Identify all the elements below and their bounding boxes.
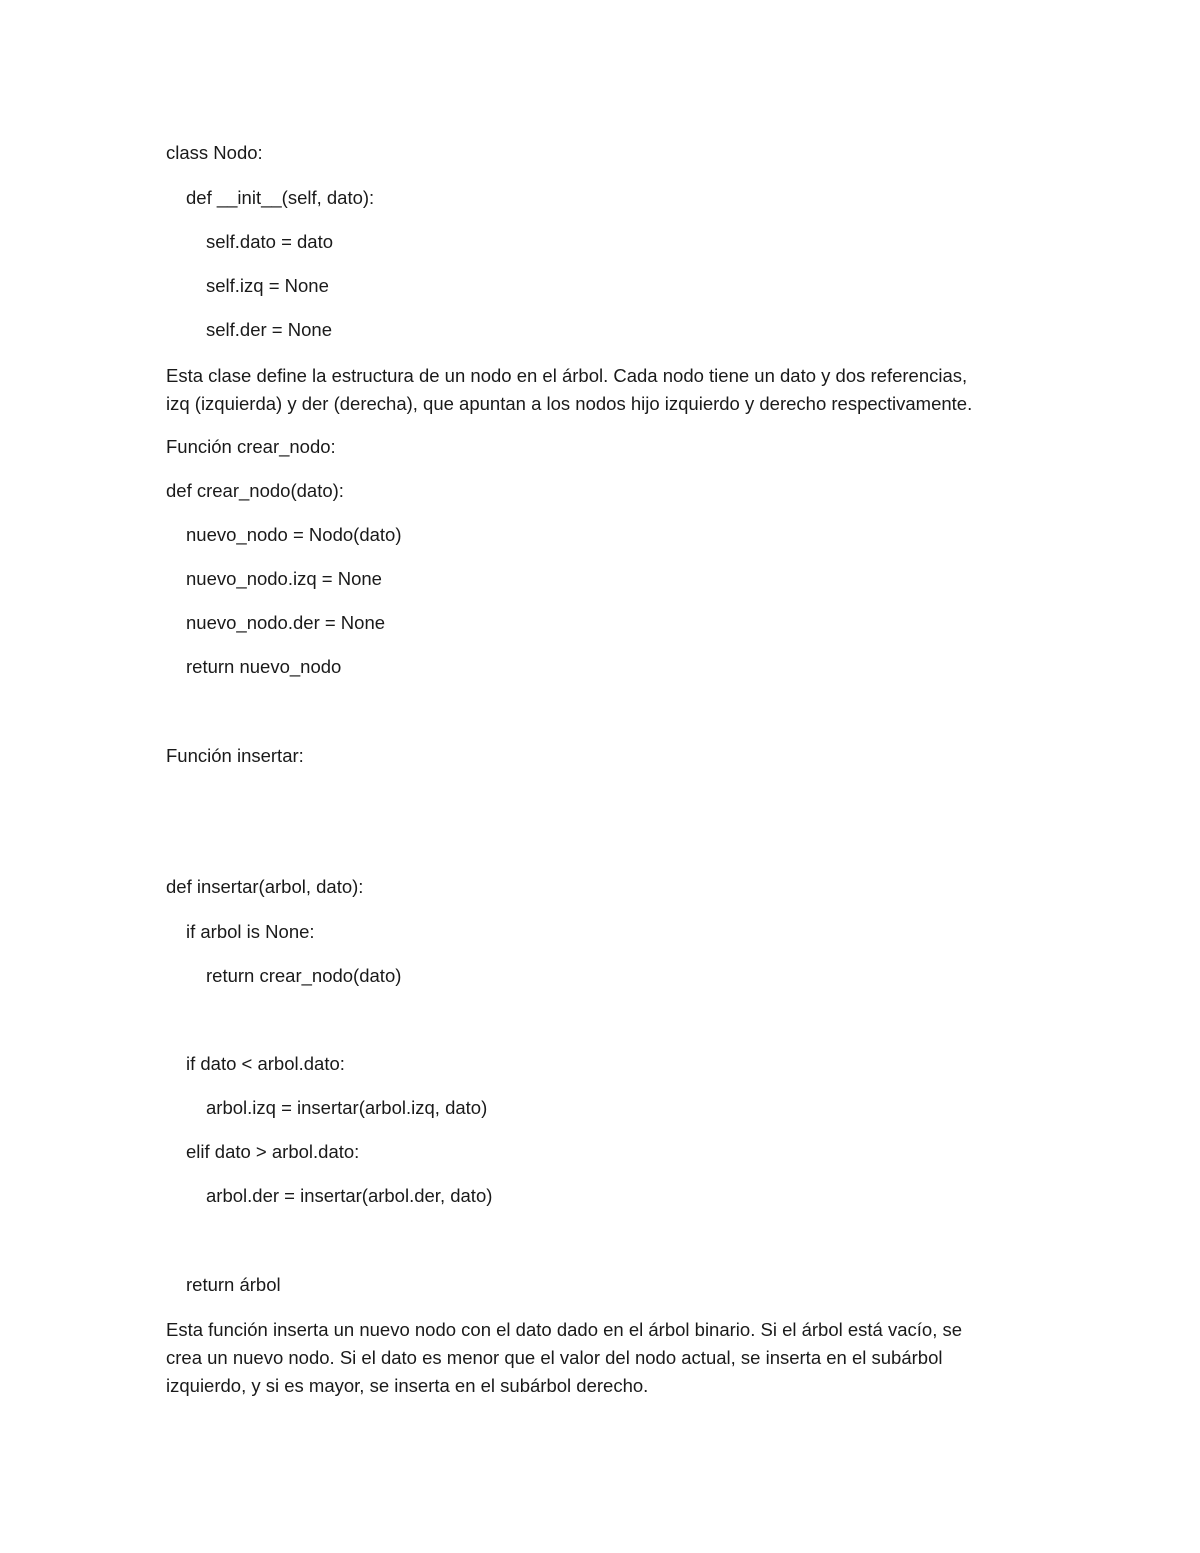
insertar-heading: Función insertar: (166, 745, 304, 766)
return-arbol-line: return árbol (186, 1274, 281, 1295)
assign-dato-line: self.dato = dato (206, 231, 334, 252)
insertar-description-line-1: Esta función inserta un nuevo nodo con el dato dado en el árbol binario. Si el árbol está vacío, se (166, 1319, 963, 1340)
assign-izq-insert-line: arbol.izq = insertar(arbol.izq, dato) (206, 1097, 488, 1118)
insertar-def-line: def insertar(arbol, dato): (166, 876, 364, 897)
class-description-line-2: izq (izquierda) y der (derecha), que apuntan a los nodos hijo izquierdo y derecho respectivamente. (166, 393, 973, 414)
set-der-line: nuevo_nodo.der = None (186, 612, 386, 633)
assign-der-line: self.der = None (206, 319, 332, 340)
insertar-description-line-3: izquierdo, y si es mayor, se inserta en el subárbol derecho. (166, 1375, 649, 1396)
crear-nodo-heading: Función crear_nodo: (166, 436, 336, 457)
assign-der-insert-line: arbol.der = insertar(arbol.der, dato) (206, 1185, 493, 1206)
return-nuevo-nodo-line: return nuevo_nodo (186, 656, 342, 677)
new-node-line: nuevo_nodo = Nodo(dato) (186, 524, 402, 545)
insertar-description-line-2: crea un nuevo nodo. Si el dato es menor que el valor del nodo actual, se inserta en el subárbol (166, 1347, 943, 1368)
crear-nodo-def-line: def crear_nodo(dato): (166, 480, 344, 501)
elif-greater-line: elif dato > arbol.dato: (186, 1141, 360, 1162)
class-declaration-line: class Nodo: (166, 142, 263, 163)
return-crear-line: return crear_nodo(dato) (206, 965, 402, 986)
class-description-line-1: Esta clase define la estructura de un nodo en el árbol. Cada nodo tiene un dato y dos referencias, (166, 365, 968, 386)
init-method-line: def __init__(self, dato): (186, 187, 375, 208)
assign-izq-line: self.izq = None (206, 275, 329, 296)
if-none-line: if arbol is None: (186, 921, 315, 942)
if-less-line: if dato < arbol.dato: (186, 1053, 345, 1074)
set-izq-line: nuevo_nodo.izq = None (186, 568, 382, 589)
